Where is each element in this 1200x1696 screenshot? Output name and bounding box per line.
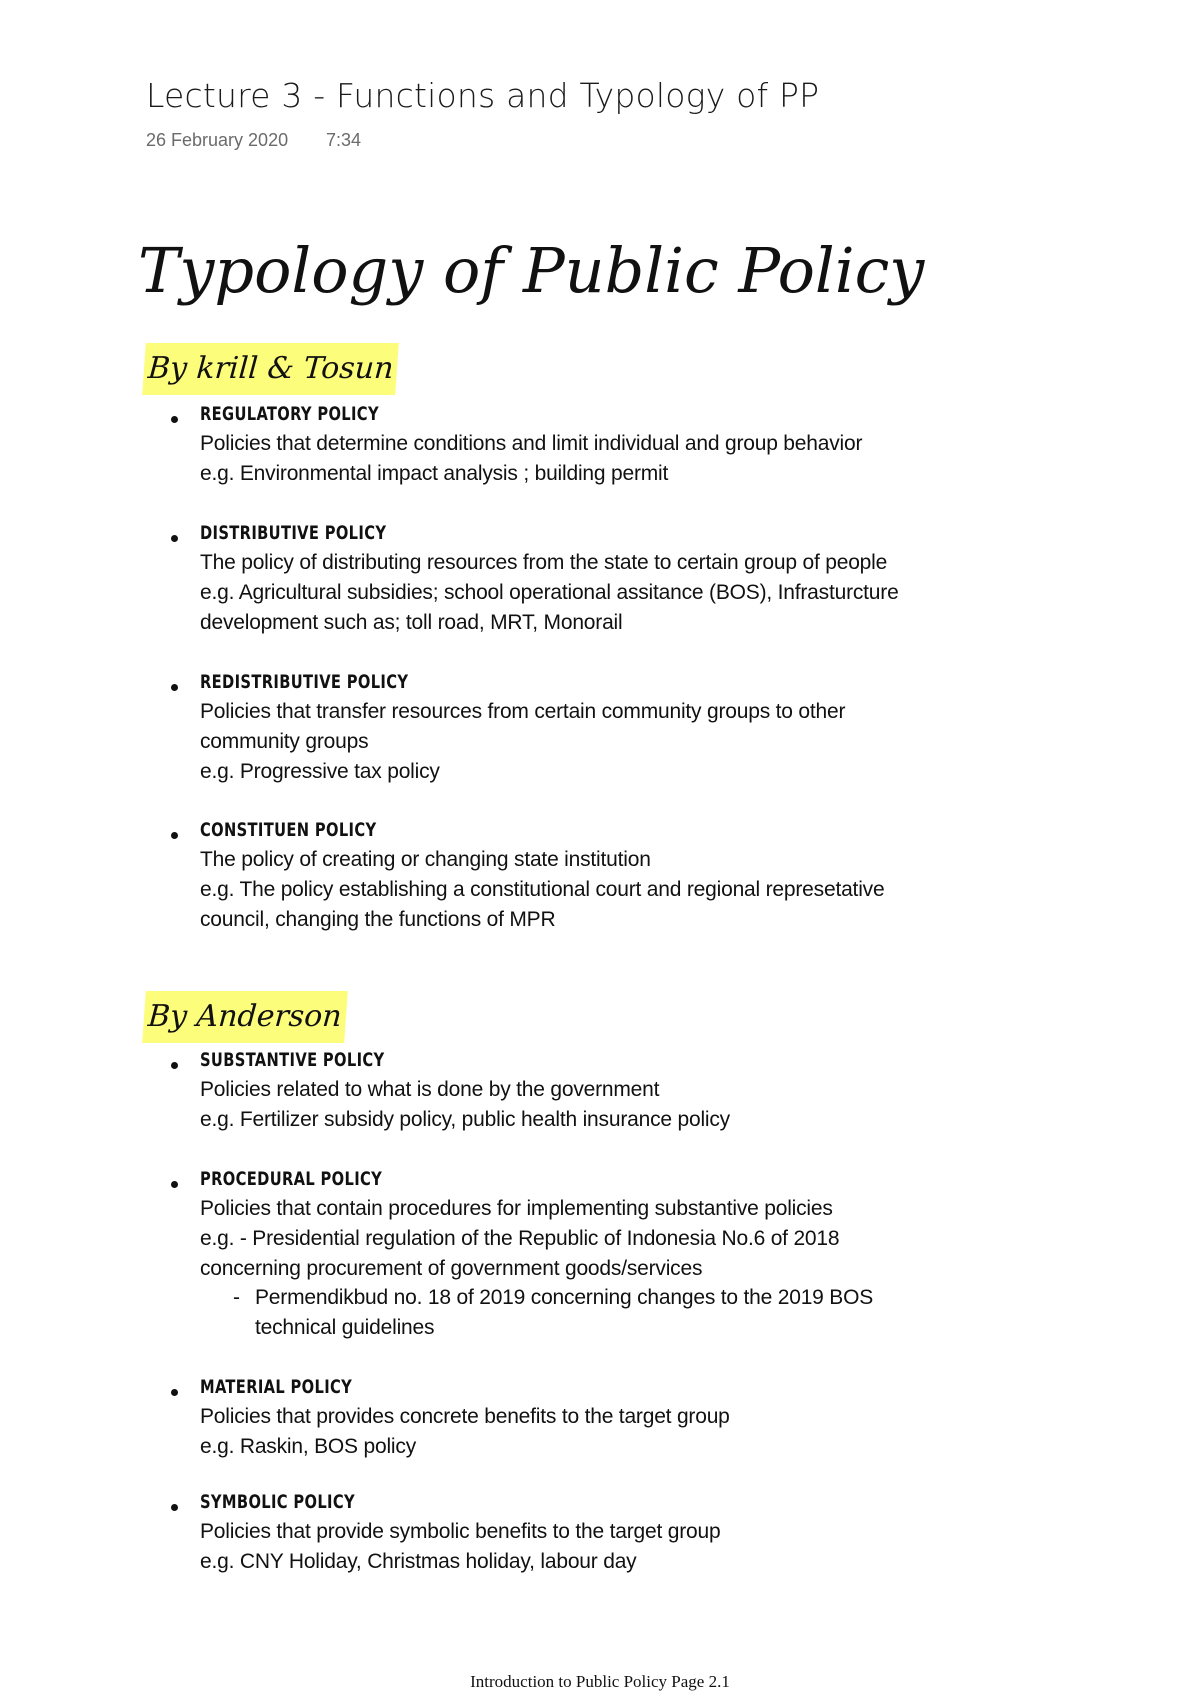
item-line: council, changing the functions of MPR: [200, 908, 556, 931]
item-title: REGULATORY POLICY: [200, 403, 379, 425]
item-title: MATERIAL POLICY: [200, 1376, 353, 1398]
item-title: SYMBOLIC POLICY: [200, 1491, 355, 1513]
bullet-icon: [171, 1181, 178, 1188]
item-line: e.g. Agricultural subsidies; school operational assitance (BOS), Infrasturcture: [200, 581, 899, 604]
bullet-icon: [171, 1062, 178, 1069]
item-title: PROCEDURAL POLICY: [200, 1168, 383, 1190]
item-line: e.g. The policy establishing a constitutional court and regional represetative: [200, 878, 885, 901]
section-heading-krill-tosun: By krill & Tosun: [142, 343, 399, 395]
bullet-icon: [171, 416, 178, 423]
item-line: Policies that determine conditions and limit individual and group behavior: [200, 432, 863, 455]
item-title: REDISTRIBUTIVE POLICY: [200, 671, 409, 693]
item-title: CONSTITUEN POLICY: [200, 819, 377, 841]
item-line: e.g. Fertilizer subsidy policy, public health insurance policy: [200, 1108, 730, 1131]
bullet-icon: [171, 684, 178, 691]
bullet-icon: [171, 1504, 178, 1511]
item-line: Policies that provide symbolic benefits to the target group: [200, 1520, 721, 1543]
item-line: Policies that contain procedures for implementing substantive policies: [200, 1197, 833, 1220]
section-heading-anderson: By Anderson: [142, 991, 347, 1043]
item-line: e.g. CNY Holiday, Christmas holiday, labour day: [200, 1550, 637, 1573]
item-line: e.g. Raskin, BOS policy: [200, 1435, 416, 1458]
item-title: SUBSTANTIVE POLICY: [200, 1049, 385, 1071]
item-line: Policies that transfer resources from certain community groups to other: [200, 700, 846, 723]
item-line: e.g. Progressive tax policy: [200, 760, 440, 783]
sub-item-line: Permendikbud no. 18 of 2019 concerning changes to the 2019 BOS: [255, 1286, 874, 1309]
item-line: community groups: [200, 730, 369, 753]
bullet-icon: [171, 1389, 178, 1396]
item-line: Policies that provides concrete benefits to the target group: [200, 1405, 730, 1428]
item-line: development such as; toll road, MRT, Monorail: [200, 611, 623, 634]
main-heading-text: Typology of Public Policy: [138, 234, 925, 307]
bullet-icon: [171, 535, 178, 542]
note-date: 26 February 2020: [146, 130, 289, 150]
main-heading: [138, 234, 925, 316]
main-heading-svg: [138, 234, 925, 316]
item-line: e.g. - Presidential regulation of the Republic of Indonesia No.6 of 2018: [200, 1227, 840, 1250]
note-time: 7:34: [326, 130, 362, 150]
page-title: Lecture 3 - Functions and Typology of PP: [146, 76, 820, 115]
item-title: DISTRIBUTIVE POLICY: [200, 522, 387, 544]
item-line: concerning procurement of government goods/services: [200, 1257, 703, 1280]
bullet-icon: [171, 832, 178, 839]
dash-marker: -: [233, 1286, 240, 1309]
item-line: e.g. Environmental impact analysis ; building permit: [200, 462, 669, 485]
item-line: The policy of creating or changing state institution: [200, 848, 651, 871]
sub-item-line: technical guidelines: [255, 1316, 435, 1339]
item-line: Policies related to what is done by the government: [200, 1078, 660, 1101]
item-line: The policy of distributing resources from the state to certain group of people: [200, 551, 888, 574]
page-footer: Introduction to Public Policy Page 2.1: [470, 1672, 730, 1691]
